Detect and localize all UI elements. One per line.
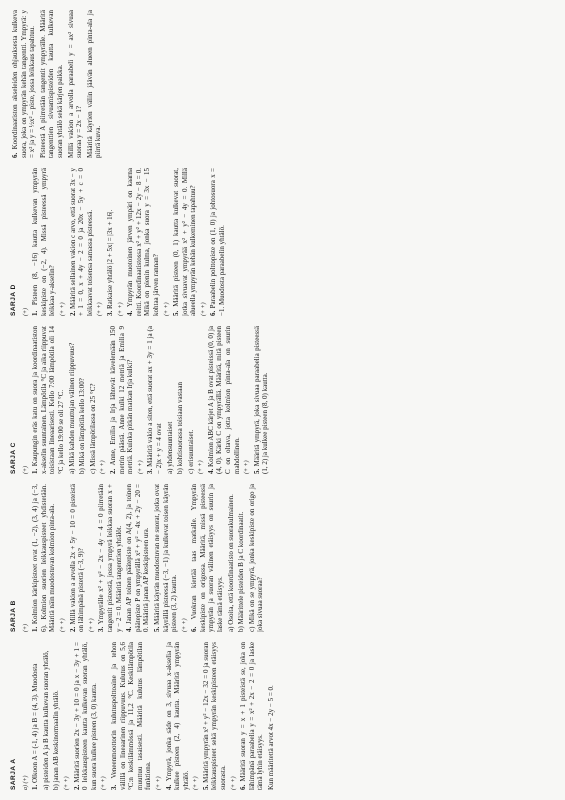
problem-body: b) Mikä on lämpötila kello 13:00? [78, 378, 87, 474]
problem-number: 2. [68, 310, 77, 316]
problem-body: Ympyrälle x² + y² − 2x − 4y − 4 = 0 piirretään tangentit pisteestä, jossa ympyrä leikkaa suoran x + y − 2 = 0. Määritä tangenttien yhtälöt. [97, 484, 123, 632]
problem-body: Kolmion ABC kärjet A ja B ovat pisteissä (0, 0) ja (4, 0). Kärki C on ympyrällä. Määritä, mitä pisteen C on oltava, jotta kolmion pinta-ala on suurin mahdollinen. [206, 326, 241, 474]
problem-text [42, 642, 51, 790]
points-marker: (+ +) [137, 460, 144, 474]
points-marker: (+ +) [59, 618, 66, 632]
problem-body: Paraabelin polttopiste on (1, 0) ja johtosuora x = −1. Muodosta paraabelin yhtälö. [209, 168, 227, 316]
problem-body: a) Osoita, että koordinaatisto on suorakulmainen. [226, 494, 235, 632]
problem-number: 4. [206, 468, 215, 474]
problem-body: Kolmion kärkipisteet ovat (1, −2), (3, 4) ja (−3, 6). Kolmion suorien leikkauspisteet yhdistetään. Määritä näin muodostuvan kolmion pinta-ala. [31, 484, 57, 632]
problem-text [209, 168, 226, 316]
problem-text [176, 326, 185, 474]
problem-text [52, 642, 61, 790]
problem-text [68, 326, 77, 474]
problem-text [166, 326, 175, 474]
problem-body: Ympyrä, jonka säde on 3, sivuaa x-akselia ja kulkee pisteen (2, 4) kautta. Määritä ympyrän yhtälö. [164, 642, 190, 790]
points-marker: (+) [22, 623, 29, 632]
points-marker: (+) [22, 465, 29, 474]
text-column [8, 10, 559, 158]
points-marker: (+ +) [244, 460, 251, 474]
problem-text [73, 642, 99, 790]
points-marker: (+ +) [198, 460, 205, 474]
points-marker: (+ +) [59, 302, 66, 316]
problem-body: Anne, Emilia ja Irja lähtevät kävelemään 150 metrin päästä. Anne kulki 12 metriä ja Emilia 9 metriä. Kuinka pitkän matkan Irja kulki? [108, 326, 135, 474]
problem-number: 1. [31, 626, 40, 632]
problem-number: 5. [152, 626, 161, 632]
problem-text [202, 642, 228, 790]
problem-number: 6. [190, 626, 199, 632]
problem-number: 5. [201, 784, 210, 790]
problem-text [31, 326, 65, 474]
problem-body: b) Määrittele pisteiden B ja C koordinaatit. [237, 511, 246, 632]
problem-number: 4. [125, 626, 134, 632]
points-marker: (+ +) [100, 460, 107, 474]
problem-text [126, 168, 160, 316]
points-marker: a) (+) [22, 775, 29, 790]
problem-text [110, 642, 153, 790]
points-marker: (+ +) [193, 776, 200, 790]
problem-number: 2. [108, 468, 117, 474]
problem-text [39, 10, 65, 158]
problem-text [153, 484, 179, 632]
problem-body: Määritä pisteen (0, 1) kautta kulkevat suorat, jotka sivuavat ympyrää x² + y² − 4y = 0. Millä alueella ympyrän kehän kulkeminen tapahtuu? [172, 168, 198, 316]
problem-number: 4. [126, 310, 135, 316]
section-title: SARJA D [10, 284, 17, 316]
problem-number: 5. [172, 310, 181, 316]
problem-number: 5. [252, 468, 261, 474]
problem-number: 2. [72, 784, 81, 790]
problem-text [207, 326, 241, 474]
problem-text [109, 326, 135, 474]
problem-body: Janan AP toinen päätepiste on A(4, 2), ja toinen päätepiste P on ympyrällä x² + y² − 4x + 2y − 20 = 0. Määritä janan AP keskipisteen ura. [125, 484, 151, 632]
problem-body: Millä vakion a arvolla paraabeli y = ax² sivuaa suoraa y = 2x − 1? [66, 10, 84, 158]
section-title: SARJA A [10, 758, 17, 790]
problem-body: Veneenmoottorin kulutuspolttoaine ja tehon välillä on lineaarinen riippuvuus. Kulutus on 5,6 °C:n keskilämmössä ja 11,2 °C. Keskilämpötila muuttuu tasaisesti. Määritä kulutus lämpötilan funktiona. [109, 642, 153, 790]
problem-text [86, 10, 103, 158]
problem-text [31, 168, 57, 316]
problem-number: 6. [209, 310, 218, 316]
problem-body: c) Mikä on se ympyrä, jonka keskipiste on origo ja joka sivuaa suoraa? [247, 484, 265, 632]
problem-text [67, 10, 84, 158]
points-marker: (+ +) [230, 776, 237, 790]
section-title: SARJA B [10, 600, 17, 632]
problem-text [31, 642, 40, 790]
problem-body: Määritä ympyrä, joka sivuaa paraabelia pisteessä (1, 2) ja kulkee pisteen (8, 0) kautta. [252, 326, 270, 474]
section-title: SARJA C [10, 442, 17, 474]
problem-body: Vuokran kiertää taas matkalle. Ympyrän keskipiste on origossa. Määritä, missä pisteessä ympyrän ja suoran välinen etäisyys on suurin ja laske tämä etäisyys. [190, 484, 225, 632]
problem-body: Kun määritettä arvot 4x − 2y − 5 = 0. [267, 685, 276, 790]
text-column [8, 326, 559, 474]
problem-body: a) yhdensuuntaiset [165, 421, 174, 474]
points-marker: (+ +) [117, 302, 124, 316]
problem-text [187, 326, 196, 474]
problem-text [248, 484, 265, 632]
problem-body: c) Missä lämpötilassa on 25 °C? [88, 383, 97, 474]
problem-number: 3. [146, 468, 155, 474]
problem-body: b) kohtisuorassa toisiaan vastaan [176, 382, 185, 474]
problem-body: Määritä ympyrän x² + y² − 12x − 32 = 0 ja suoran leikkauspisteet sekä ympyrän keskipisteen etäisyys suorasta. [201, 642, 228, 790]
problem-text [89, 326, 98, 474]
problem-body: Määritä käyrien väliin jäävän alueen pinta-ala ja piirrä kuva. [85, 10, 103, 158]
problem-body: Määritä vakio a siten, että suorat ax + 3y = 1 ja (a − 2)x + y = 4 ovat [146, 326, 163, 474]
text-column [8, 642, 559, 790]
problem-text [106, 168, 115, 316]
problem-body: b) janan AB keskinormaalin yhtälö. [52, 690, 61, 790]
points-marker: (+ +) [181, 618, 188, 632]
problem-body: Olkoon A = (-1, 4) ja B = (4, 3). Muodosta [31, 663, 40, 783]
problem-text [97, 484, 123, 632]
problem-number: 1. [31, 468, 40, 474]
problem-text [239, 642, 265, 790]
problem-text [227, 484, 236, 632]
problem-number: 1. [31, 310, 40, 316]
points-marker: (+ +) [63, 776, 70, 790]
problem-number: 3. [109, 784, 118, 790]
problem-number: 4. [164, 784, 173, 790]
points-marker: (+ +) [155, 776, 162, 790]
points-marker: (+) [22, 307, 29, 316]
problem-text [31, 484, 57, 632]
problem-text [78, 326, 87, 474]
problem-text [146, 326, 163, 474]
problem-text [237, 484, 246, 632]
problem-body: Pisteestä A piirretään tangentit ympyrälle. Määritä tangenttien sivuamispisteiden kautta kulkevan suoran yhtälö sekä kärjen paikka. [38, 10, 64, 158]
points-marker: (+ +) [163, 302, 170, 316]
problem-text [253, 326, 270, 474]
text-column [8, 484, 559, 632]
problem-number: 6. [11, 152, 19, 158]
problem-text [172, 168, 198, 316]
problem-number: 1. [31, 784, 40, 790]
problem-text [69, 168, 95, 316]
problem-number: 2. [68, 626, 77, 632]
problem-body: Määritä käyrän muodostuvan ne suorat, jotka ovat käyrällä pisteessä (−3, −1) ja kulkevat toisen käyrän pisteen (3, 2) kautta. [152, 484, 179, 632]
problem-text [125, 484, 151, 632]
problem-number: 3. [97, 626, 106, 632]
problem-text [190, 484, 224, 632]
text-column [8, 168, 559, 316]
problem-text [11, 10, 37, 158]
problem-body: c) erisuuntaiset. [186, 429, 195, 474]
problem-body: Määritä suorien 2x − 3y + 10 = 0 ja x − 3y + 1 = 0 leikkauspisteen kautta kulkevan suoran yhtälö, kun suora kulkee pisteen (3, 0) kautta. [72, 642, 98, 790]
points-marker: (+ +) [88, 618, 95, 632]
problem-body: Ympyrän muotoinen järven ympäri on kaarna reitti. Koordinaatistossa x² + y² + 12x − 2y − 8 = 0. Mikä on pienin kulma, jonka suora y = 3x − 15 kohtaa järven rannan? [126, 168, 160, 316]
problem-body: a) Mikä kahden muuttujan välinen riippuvuus? [67, 342, 76, 474]
problem-text [267, 642, 276, 790]
problem-number: 6. [239, 784, 248, 790]
problem-body: Ratkaise yhtälö |2 + 5x| = |3x + 16|. [105, 209, 114, 309]
problem-body: Kaupungin eräs katu on suora ja koordinaatiston x-akselin suuntainen. Lämpötila °C ja aika riippuvat toisistaan lineaarisesti. Kello 7:00 lämpötila oli 14 °C ja kello 19:00 se oli 27 °C. [31, 326, 65, 474]
problem-body: Millä vakion a arvolla 2x + 5y − 10 = 0 pisteistä on lähimpänä pistettä (−3, 9)? [68, 484, 86, 632]
points-marker: (+ +) [101, 776, 108, 790]
problem-number: 3. [105, 310, 114, 316]
problem-body: Määritä sellainen vakion c arvo, että suorat 3x − y + 1 = 0, x + 4y − 2 = 0 ja 20x − 5y + c = 0 leikkaavat toisensa samassa pisteessä. [68, 168, 94, 316]
problem-body: Pisteen (8, −16) kautta kulkevan ympyrän keskipiste on (−2, 4). Missä pisteessä ympyrä leikkaa y-akselin? [31, 168, 57, 316]
points-marker: (+ +) [200, 302, 207, 316]
points-marker: (+ +) [97, 302, 104, 316]
problem-text [165, 642, 191, 790]
problem-text [69, 484, 86, 632]
problem-body: Määritä suoran y = x + 1 pisteistä se, joka on lähimpänä paraabelia y = x² + 2x − 2 = 0 ja laske tämä lyhin etäisyys. [239, 642, 265, 790]
problem-body: a) pisteiden A ja B kautta kulkevan suoran yhtälö, [41, 650, 50, 790]
problem-body: Koordinaatiston akseleiden ohjauksesta kulkeva suora, joka on ympyrän kehän tangentti. Ympyrä: y = x² ja y = ½x² – piste, jossa leikkaus tapahtuu. [11, 10, 37, 158]
